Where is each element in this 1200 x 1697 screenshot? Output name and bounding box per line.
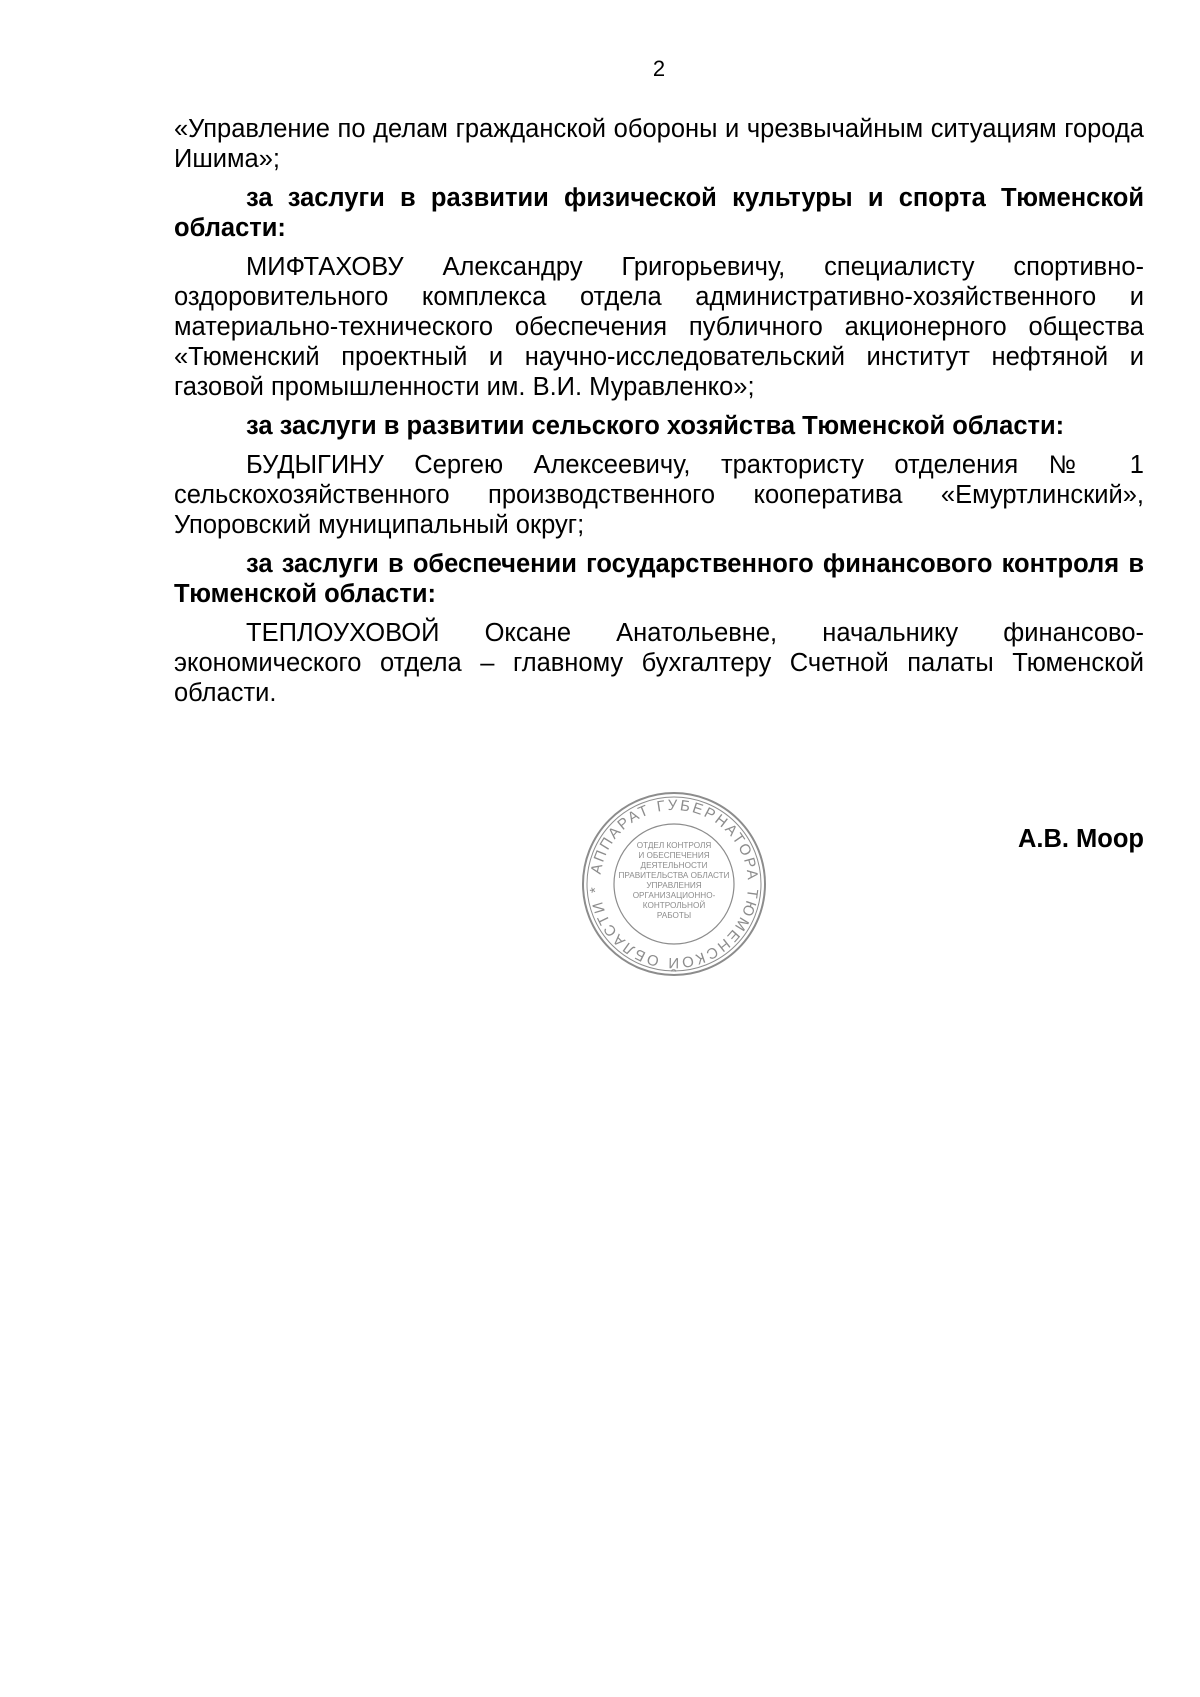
stamp-line: ПРАВИТЕЛЬСТВА ОБЛАСТИ	[618, 871, 730, 880]
stamp-seal	[580, 790, 768, 978]
stamp-line: КОНТРОЛЬНОЙ	[642, 901, 706, 910]
intro-paragraph: «Управление по делам гражданской обороны и чрезвычайным ситуациям города Ишима»;	[174, 115, 1144, 173]
stamp-line: ОРГАНИЗАЦИОННО-	[632, 891, 716, 900]
stamp-line: УПРАВЛЕНИЯ	[646, 881, 702, 890]
signature-block	[174, 790, 1144, 990]
stamp-line: ОТДЕЛ КОНТРОЛЯ	[636, 841, 712, 850]
stamp-line: ДЕЯТЕЛЬНОСТИ	[640, 861, 708, 870]
signatory-name: А.В. Моор	[1017, 825, 1144, 853]
stamp-line: И ОБЕСПЕЧЕНИЯ	[638, 851, 710, 860]
person-teploukhova: ТЕПЛОУХОВОЙ Оксане Анатольевне, начальнику финансово-экономического отдела – главному бухгалтеру Счетной палаты Тюменской области.	[174, 619, 1144, 707]
official-stamp	[580, 790, 768, 978]
heading-finance: за заслуги в обеспечении государственного финансового контроля в Тюменской области:	[174, 550, 1144, 608]
document-body	[174, 114, 1144, 708]
stamp-line: РАБОТЫ	[656, 911, 692, 920]
stamp-outer-text: АППАРАТ ГУБЕРНАТОРА ТЮМЕНСКОЙ ОБЛАСТИ *	[586, 796, 762, 972]
heading-agriculture: за заслуги в развитии сельского хозяйства Тюменской области:	[246, 412, 1065, 440]
page-number: 2	[652, 56, 666, 81]
heading-sport: за заслуги в развитии физической культуры и спорта Тюменской области:	[174, 184, 1144, 242]
person-budygin: БУДЫГИНУ Сергею Алексеевичу, трактористу отделения № 1 сельскохозяйственного производственного кооператива «Емуртлинский», Упоровский муниципальный округ;	[174, 451, 1144, 539]
person-miftakhov: МИФТАХОВУ Александру Григорьевичу, специалисту спортивно-оздоровительного комплекса отдела административно-хозяйственного и материально-технического обеспечения публичного акционерного общества «Тюменский проектный и научно-исследовательский институт нефтяной и газовой промышленности им. В.И. Муравленко»;	[174, 253, 1144, 401]
